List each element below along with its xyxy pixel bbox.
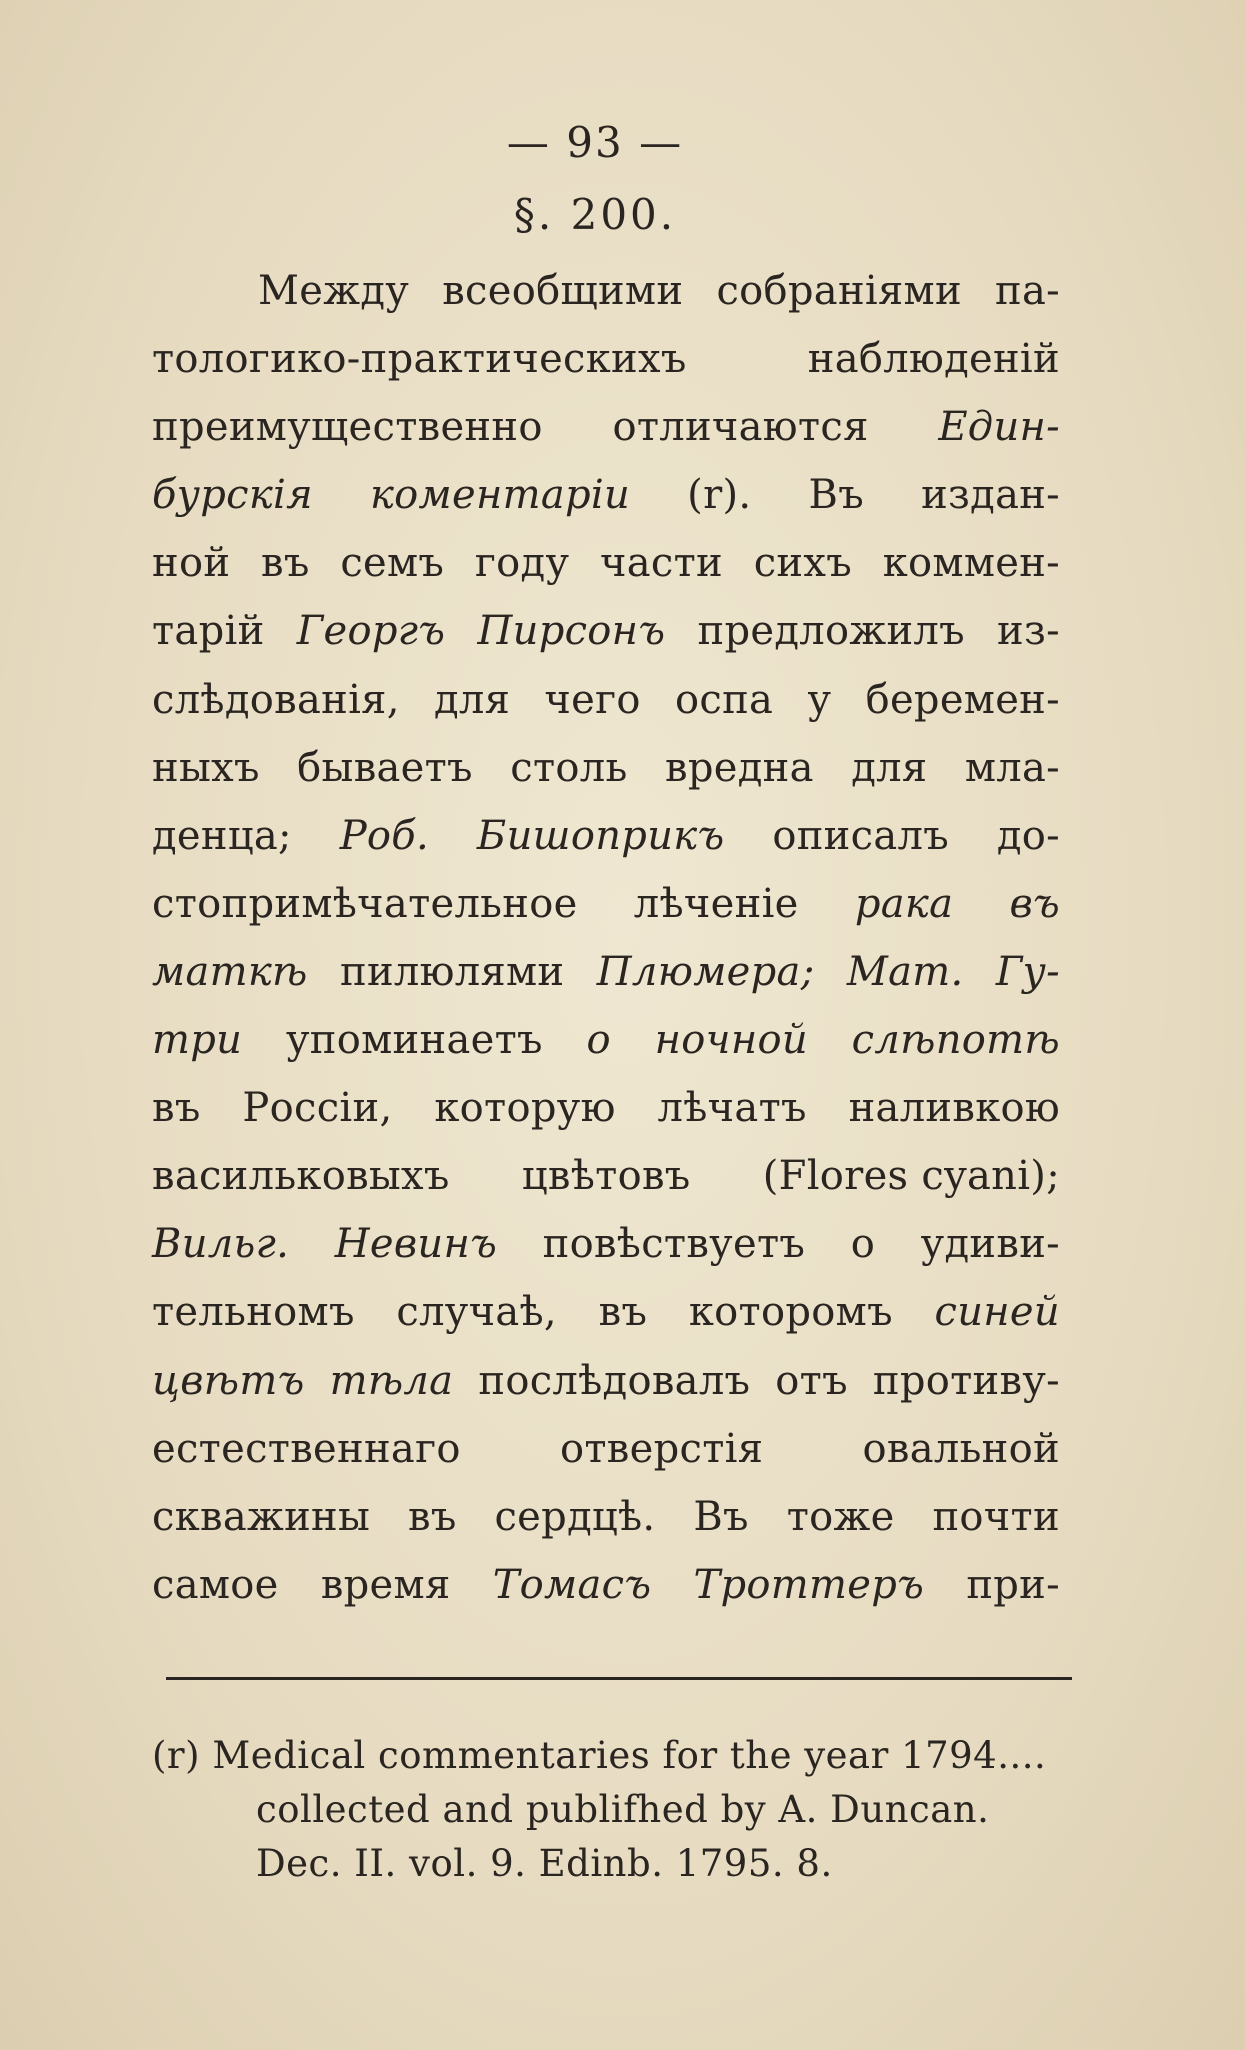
text-line [152,1153,1060,1221]
word: лѣченіе [633,880,799,927]
italic-word: Томасъ [492,1561,652,1608]
italic-word: слѣпотѣ [851,1017,1060,1064]
word: собраніями [716,268,962,314]
word: Въ [808,472,864,519]
latin-term: (Flores cyani); [762,1153,1060,1200]
text-line [152,677,1060,745]
word: ныхъ [152,744,260,791]
word: противу- [872,1357,1060,1404]
word: пилюлями [340,948,565,995]
text-line [152,336,1060,404]
word: году [474,540,570,587]
word: денца; [152,812,292,859]
word: о [850,1221,876,1268]
italic-word: Един- [938,404,1060,451]
word: тельномъ [152,1289,355,1336]
text-line [152,1221,1060,1289]
word: тологико-практическихъ [152,336,687,383]
text-line [152,813,1060,881]
italic-word: ночной [654,1017,808,1064]
word: Между [258,268,410,314]
word: оспа [675,676,774,723]
text-line [152,745,1060,813]
word: описалъ [772,812,949,859]
word: мла- [964,744,1060,791]
word: сердцѣ. [494,1493,656,1540]
word: въ [152,1085,201,1132]
word: для [851,744,928,791]
footnote-line: collected and publifhed by A. Duncan. [256,1788,990,1831]
body-text [152,268,1060,1630]
italic-word: Георгъ [296,608,446,655]
word: въ [408,1493,457,1540]
footnote-divider [166,1677,1072,1680]
section-heading: §. 200. [513,190,677,239]
italic-word: Бишоприкъ [476,812,725,859]
page-number: — 93 — [506,118,684,167]
word: части [600,540,723,587]
word: издан- [921,472,1060,519]
italic-word: маткѣ [152,948,308,995]
word: Россіи, [242,1085,393,1132]
word: въ [261,540,310,587]
text-line [152,268,1060,336]
word: всеобщими [442,268,684,314]
word: тарій [152,608,265,655]
word: до- [996,812,1060,859]
word: наливкою [848,1085,1060,1132]
word: случаѣ, [396,1289,557,1336]
word: которую [434,1085,616,1132]
word: сихъ [753,540,852,587]
text-line [152,1017,1060,1085]
italic-word: Плюмера; [596,948,815,995]
word: время [320,1561,451,1608]
word: которомъ [688,1289,893,1336]
text-line [152,1426,1060,1494]
text-line [152,540,1060,608]
word: наблюденій [807,336,1060,383]
word: па- [995,268,1060,314]
word: отверстія [559,1425,764,1472]
word: слѣдованія, [152,676,400,723]
italic-word: тѣла [329,1357,454,1404]
word: семъ [340,540,445,587]
word: стопримѣчательное [152,880,578,927]
italic-word: Гу- [995,948,1060,995]
word: естественнаго [152,1425,461,1472]
text-line [152,608,1060,676]
footnote-ref: (r). [687,472,752,519]
word: отъ [775,1357,848,1404]
word: скважины [152,1493,371,1540]
word: при- [966,1561,1060,1608]
word: самое [152,1561,279,1608]
italic-word: о [586,1017,611,1064]
text-line [152,1494,1060,1562]
word: столь [510,744,628,791]
word: отличаются [612,404,869,451]
italic-word: Роб. [339,812,430,859]
word: из- [997,608,1060,655]
word: для [433,676,511,723]
italic-word: рака [854,880,954,927]
text-line [152,1358,1060,1426]
italic-word: бурскія [152,472,313,519]
text-line [152,1562,1060,1630]
word: вредна [665,744,814,791]
footnote [152,1734,1072,1896]
italic-word: три [152,1017,243,1064]
text-line [152,1289,1060,1357]
word: коммен- [882,540,1060,587]
text-line [152,881,1060,949]
text-line [152,404,1060,472]
word: васильковыхъ [152,1153,450,1200]
word: преимущественно [152,404,543,451]
word: цвѣтовъ [521,1153,691,1200]
word: чего [544,676,641,723]
word: беремен- [865,676,1060,723]
word: почти [932,1493,1060,1540]
italic-word: Троттеръ [693,1561,925,1608]
word: повѣствуетъ [542,1221,806,1268]
text-line [152,472,1060,540]
word: предложилъ [697,608,965,655]
italic-word: въ [1009,880,1060,927]
word: бываетъ [297,744,473,791]
italic-word: коментаріи [369,472,631,519]
word: упоминаетъ [285,1017,543,1064]
word: ной [152,540,231,587]
word: тоже [786,1493,895,1540]
word: лѣчатъ [657,1085,807,1132]
italic-word: цвѣтъ [152,1357,305,1404]
footnote-line: Dec. II. vol. 9. Edinb. 1795. 8. [256,1842,833,1885]
word: овальной [862,1425,1060,1472]
word: Въ [693,1493,749,1540]
word: у [807,676,832,723]
word: удиви- [920,1221,1060,1268]
word: въ [598,1289,648,1336]
word: послѣдовалъ [478,1357,751,1404]
italic-word: синей [934,1289,1060,1336]
text-line [152,949,1060,1017]
italic-word: Мат. [846,948,964,995]
footnote-line: (r) Medical commentaries for the year 1794.... [152,1734,1047,1777]
italic-word: Невинъ [334,1221,498,1268]
italic-word: Пирсонъ [477,608,666,655]
italic-word: Вильг. [152,1221,290,1268]
text-line [152,1085,1060,1153]
